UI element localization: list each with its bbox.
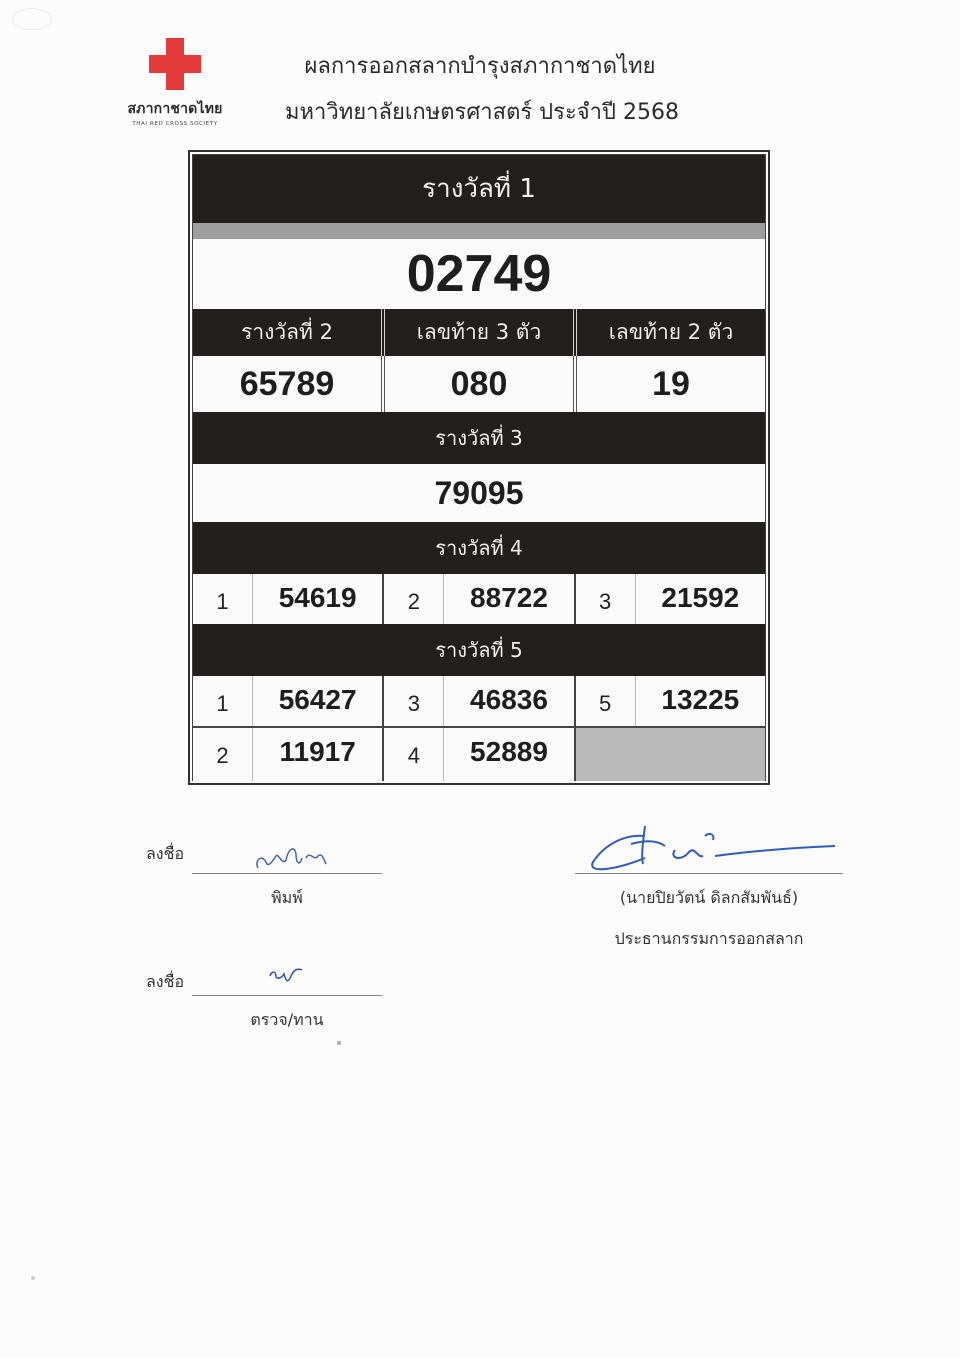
prize5-header: รางวัลที่ 5 (193, 624, 765, 676)
last3-header: เลขท้าย 3 ตัว (385, 309, 577, 356)
prize3-header: รางวัลที่ 3 (193, 412, 765, 464)
entry-number: 13225 (661, 684, 740, 715)
secondary-prizes-value-row (193, 356, 765, 412)
last2-number: 19 (652, 365, 690, 403)
typist-signature-line (192, 873, 382, 874)
prize5-empty-cell (576, 728, 765, 781)
secondary-prizes-header-row (193, 309, 765, 356)
entry-index: 2 (193, 728, 253, 781)
typist-role: พิมพ์ (271, 888, 303, 907)
chairman-name: (นายปิยวัตน์ ดิลกสัมพันธ์) (619, 888, 799, 907)
scan-speck (31, 1276, 35, 1280)
entry-index: 2 (384, 574, 444, 624)
typist-sign-label: ลงชื่อ (146, 844, 185, 863)
prize4-entry (193, 574, 384, 624)
prize5-entry (384, 676, 575, 726)
empty-cell-fill (576, 728, 765, 781)
prize2-header: รางวัลที่ 2 (193, 309, 385, 356)
red-cross-logo (110, 38, 240, 127)
prize5-entry (576, 676, 765, 726)
checker-sign-label: ลงชื่อ (146, 972, 185, 991)
prize5-row-2 (193, 726, 765, 781)
entry-number: 11917 (279, 736, 356, 767)
prize5-entry (193, 728, 384, 781)
entry-index: 1 (193, 676, 253, 726)
prize4-row (193, 574, 765, 624)
logo-org-thai: สภากาชาดไทย (127, 101, 223, 117)
chairman-signature-line (575, 873, 843, 874)
typist-signature-icon (252, 840, 332, 876)
prize1-divider-strip (193, 223, 765, 239)
entry-index: 3 (384, 676, 444, 726)
entry-index: 5 (576, 676, 636, 726)
logo-org-english: THAI RED CROSS SOCIETY (132, 121, 218, 127)
prize4-entry (384, 574, 575, 624)
prize1-number: 02749 (193, 239, 765, 309)
checker-role: ตรวจ/ทาน (250, 1010, 324, 1029)
entry-number: 46836 (470, 684, 548, 715)
document-title: ผลการออกสลากบำรุงสภากาชาดไทย (304, 54, 656, 79)
lottery-results-table (188, 150, 770, 785)
entry-index: 3 (576, 574, 636, 624)
checker-signature-icon (266, 964, 310, 988)
faint-stamp-mark (12, 8, 52, 30)
prize4-entry (576, 574, 765, 624)
entry-number: 56427 (278, 684, 357, 715)
prize2-number: 65789 (193, 356, 385, 412)
prize4-header: รางวัลที่ 4 (193, 522, 765, 574)
entry-number: 88722 (470, 582, 548, 613)
entry-index: 1 (193, 574, 253, 624)
entry-number: 52889 (470, 736, 548, 767)
entry-number: 21592 (661, 582, 740, 613)
red-cross-icon (149, 38, 201, 90)
entry-index: 4 (384, 728, 444, 781)
last3-number: 080 (385, 356, 577, 412)
prize1-header: รางวัลที่ 1 (193, 155, 765, 223)
prize5-entry (193, 676, 384, 726)
prize5-entry (384, 728, 575, 781)
prize5-row-1 (193, 676, 765, 726)
ink-dot (337, 1041, 341, 1045)
document-subtitle: มหาวิทยาลัยเกษตรศาสตร์ ประจำปี 2568 (285, 100, 679, 125)
prize3-number: 79095 (193, 464, 765, 522)
last2-header: เลขท้าย 2 ตัว (608, 320, 734, 344)
entry-number: 54619 (278, 582, 357, 613)
chairman-role: ประธานกรรมการออกสลาก (614, 929, 804, 948)
checker-signature-line (192, 995, 382, 996)
